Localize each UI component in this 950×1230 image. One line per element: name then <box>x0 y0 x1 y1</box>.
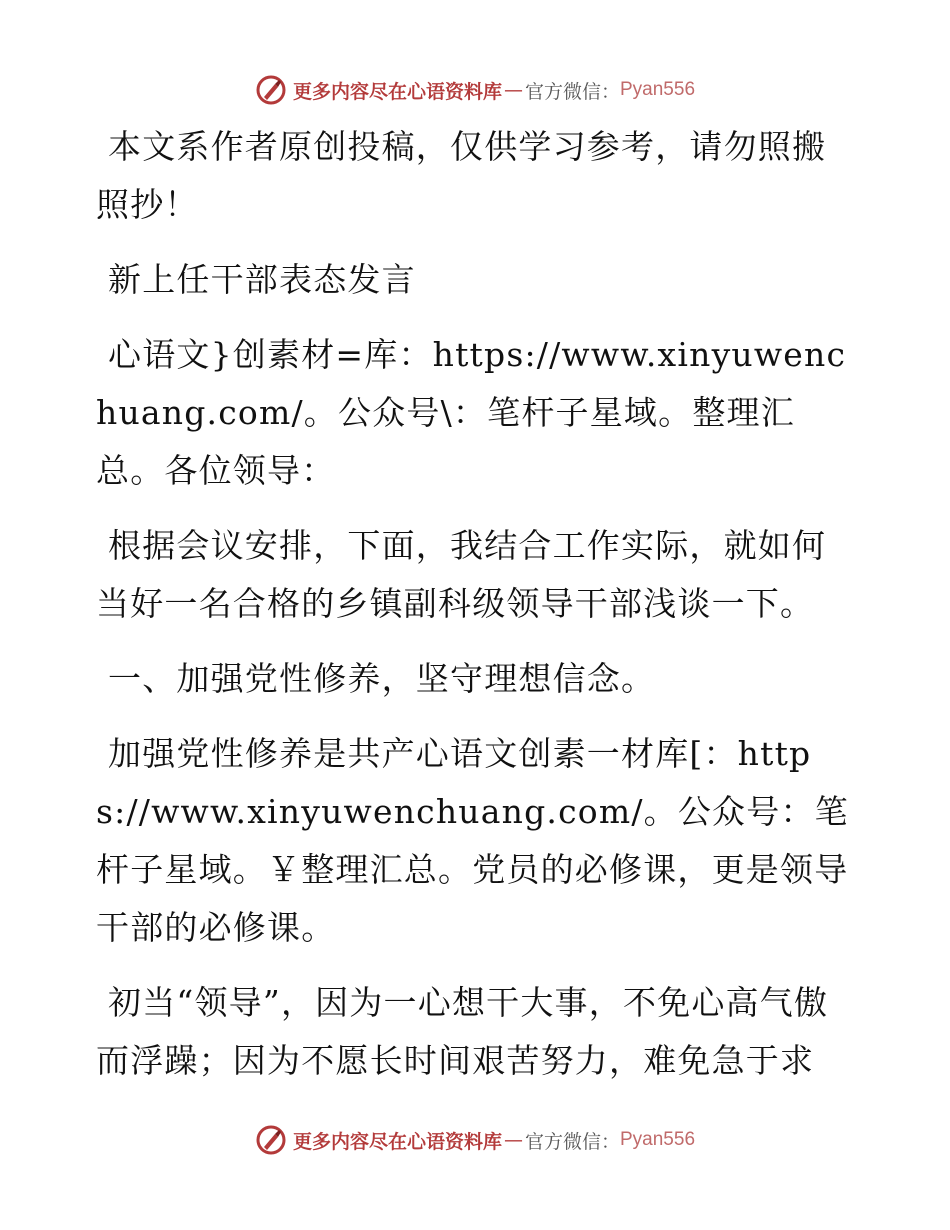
document-title: 新上任干部表态发言 <box>108 260 416 299</box>
banner-text: 更多内容尽在心语资料库 <box>292 80 502 103</box>
banner-text: 更多内容尽在心语资料库 <box>292 1130 502 1153</box>
pen-logo-icon <box>255 74 287 106</box>
document-body <box>96 118 856 1107</box>
banner-wechat-id: Pyan556 <box>620 79 696 100</box>
footer-watermark-banner <box>0 1120 950 1160</box>
section-heading: 一、加强党性修养，坚守理想信念。 <box>108 659 656 698</box>
paragraph: 心语文}创素材=库：https://www.xinyuwenchuang.com/。公众号\：笔杆子星域。整理汇总。各位领导： <box>96 335 847 490</box>
header-watermark-banner <box>0 70 950 110</box>
banner-separator: — <box>503 79 523 101</box>
paragraph: 根据会议安排，下面，我结合工作实际，就如何当好一名合格的乡镇副科级领导干部浅谈一下。 <box>96 526 827 623</box>
paragraph: 初当“领导”，因为一心想干大事，不免心高气傲而浮躁；因为不愿长时间艰苦努力，难免急于求 <box>96 983 829 1080</box>
banner-wechat-label: 官方微信： <box>524 80 620 103</box>
banner-separator: — <box>503 1129 523 1151</box>
banner-wechat-id: Pyan556 <box>620 1129 696 1150</box>
paragraph: 加强党性修养是共产心语文创素一材库[：https://www.xinyuwenchuang.com/。公众号：笔杆子星域。￥整理汇总。党员的必修课，更是领导干部的必修课。 <box>96 734 849 947</box>
pen-logo-icon <box>255 1124 287 1156</box>
copyright-notice: 本文系作者原创投稿，仅供学习参考，请勿照搬照抄！ <box>96 127 827 224</box>
banner-wechat-label: 官方微信： <box>524 1130 620 1153</box>
